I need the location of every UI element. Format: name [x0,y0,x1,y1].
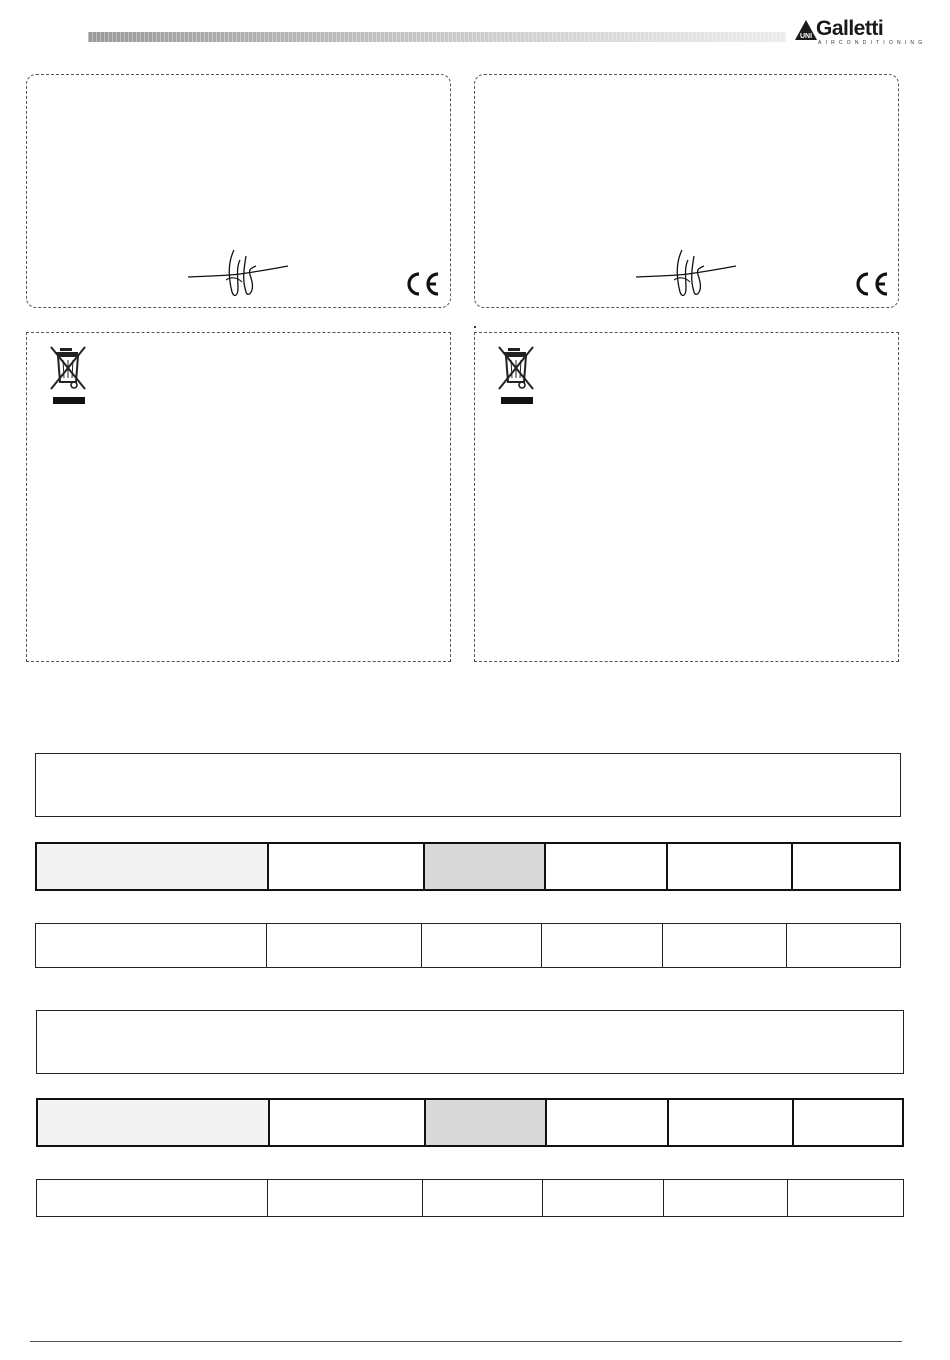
spec-header-table-2 [36,1098,904,1147]
crossed-out-wheelie-bin-icon [48,344,88,406]
brand-tagline: AIRCONDITIONING [818,40,927,46]
table-row [37,1099,903,1146]
header-gradient-bar [88,32,786,42]
ce-mark-icon [851,271,891,297]
crossed-out-wheelie-bin-icon [496,344,536,406]
spec-header-table-1 [35,842,901,891]
model-title-box-2 [36,1010,904,1074]
spec-value-table-1 [35,923,901,968]
table-cell [787,924,901,968]
signature-right [634,246,740,300]
brand-name: Galletti [816,17,884,40]
table-cell [37,1180,268,1217]
table-cell [36,924,267,968]
table-cell [422,924,542,968]
table-cell [269,1099,425,1146]
table-cell [425,1099,546,1146]
table-row [37,1180,904,1217]
table-cell [37,1099,269,1146]
table-cell [268,1180,423,1217]
disposal-panel-left [26,332,451,662]
signature-left [186,246,292,300]
footer-rule [30,1341,902,1342]
table-row [36,843,900,890]
brand-logo [794,16,927,50]
disposal-panel-right [474,332,899,662]
table-cell [267,924,422,968]
ce-mark-icon [402,271,442,297]
table-cell [542,924,663,968]
table-cell [423,1180,543,1217]
table-cell [543,1180,664,1217]
svg-text:UNI: UNI [799,33,813,40]
model-title-box-1 [35,753,901,817]
table-cell [792,843,900,890]
table-cell [668,1099,793,1146]
galletti-logo-mark-icon [794,18,818,42]
table-cell [545,843,667,890]
table-cell [667,843,792,890]
spec-value-table-2 [36,1179,904,1217]
table-cell [546,1099,668,1146]
table-cell [663,924,787,968]
stray-mark [474,326,476,328]
table-cell [788,1180,904,1217]
table-cell [424,843,545,890]
table-cell [793,1099,903,1146]
table-cell [664,1180,788,1217]
table-row [36,924,901,968]
table-cell [268,843,424,890]
table-cell [36,843,268,890]
